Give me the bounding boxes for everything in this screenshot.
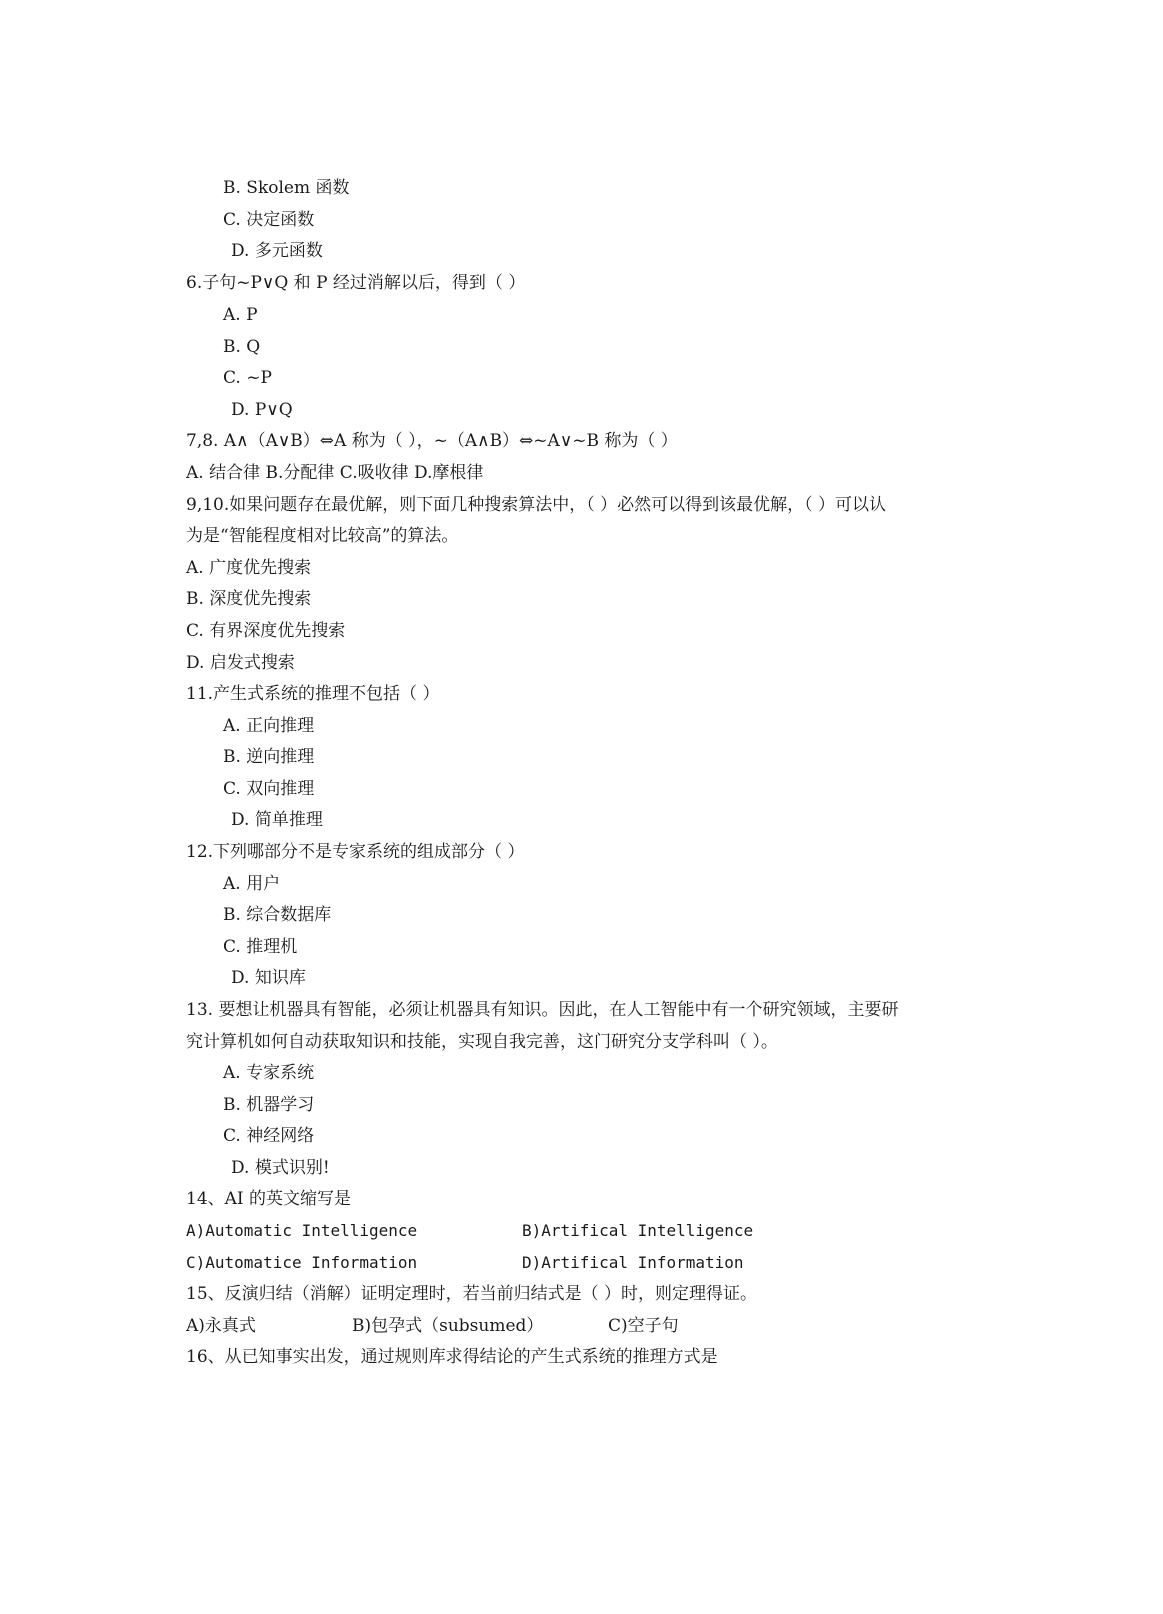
question-13-line1: 13. 要想让机器具有智能，必须让机器具有知识。因此，在人工智能中有一个研究领域，主要研 — [186, 1000, 899, 1020]
q9-10-option-b: B. 深度优先搜索 — [186, 589, 312, 609]
question-15: 15、反演归结（消解）证明定理时，若当前归结式是（ ）时，则定理得证。 — [186, 1284, 758, 1304]
q11-option-b: B. 逆向推理 — [223, 747, 315, 767]
question-13-line2: 究计算机如何自动获取知识和技能，实现自我完善，这门研究分支学科叫（ ）。 — [186, 1032, 778, 1052]
q5-option-b: B. Skolem 函数 — [223, 178, 350, 198]
q14-option-c: C)Automatice Information — [186, 1253, 418, 1272]
q12-option-a: A. 用户 — [223, 874, 281, 894]
q12-option-b: B. 综合数据库 — [223, 905, 332, 925]
q14-option-d: D)Artifical Information — [522, 1253, 744, 1272]
q5-option-d: D. 多元函数 — [231, 241, 323, 261]
question-14: 14、AI 的英文缩写是 — [186, 1189, 352, 1209]
question-11: 11.产生式系统的推理不包括（ ） — [186, 684, 440, 704]
q14-option-a: A)Automatic Intelligence — [186, 1221, 418, 1240]
question-9-10-line1: 9,10.如果问题存在最优解，则下面几种搜索算法中，（ ）必然可以得到该最优解，（ ）可以认 — [186, 495, 887, 515]
q15-option-b: B)包孕式（subsumed） — [352, 1316, 544, 1336]
q15-option-a: A)永真式 — [186, 1316, 256, 1336]
q6-option-b: B. Q — [223, 337, 261, 357]
question-12: 12.下列哪部分不是专家系统的组成部分（ ） — [186, 842, 525, 862]
q6-option-a: A. P — [223, 305, 258, 325]
q9-10-option-d: D. 启发式搜索 — [186, 653, 295, 673]
q9-10-option-a: A. 广度优先搜索 — [186, 558, 312, 578]
q12-option-c: C. 推理机 — [223, 937, 298, 957]
question-9-10-line2: 为是“智能程度相对比较高”的算法。 — [186, 526, 459, 546]
q6-option-d: D. P∨Q — [231, 400, 293, 420]
question-6: 6.子句~P∨Q 和 P 经过消解以后，得到（ ） — [186, 273, 526, 293]
question-7-8: 7,8. A∧（A∨B）⇔A 称为（ ），~（A∧B）⇔~A∨~B 称为（ ） — [186, 431, 678, 451]
q13-option-b: B. 机器学习 — [223, 1095, 315, 1115]
q13-option-c: C. 神经网络 — [223, 1126, 315, 1146]
q11-option-a: A. 正向推理 — [223, 716, 315, 736]
q11-option-c: C. 双向推理 — [223, 779, 315, 799]
q15-option-c: C)空子句 — [608, 1316, 679, 1336]
question-16: 16、从已知事实出发，通过规则库求得结论的产生式系统的推理方式是 — [186, 1347, 718, 1367]
q13-option-a: A. 专家系统 — [223, 1063, 315, 1083]
q6-option-c: C. ~P — [223, 368, 272, 388]
q14-option-b: B)Artifical Intelligence — [522, 1221, 754, 1240]
q7-8-options: A. 结合律 B.分配律 C.吸收律 D.摩根律 — [186, 463, 484, 483]
q12-option-d: D. 知识库 — [231, 968, 306, 988]
q11-option-d: D. 简单推理 — [231, 810, 323, 830]
q9-10-option-c: C. 有界深度优先搜索 — [186, 621, 346, 641]
q13-option-d: D. 模式识别! — [231, 1158, 330, 1178]
q5-option-c: C. 决定函数 — [223, 210, 315, 230]
